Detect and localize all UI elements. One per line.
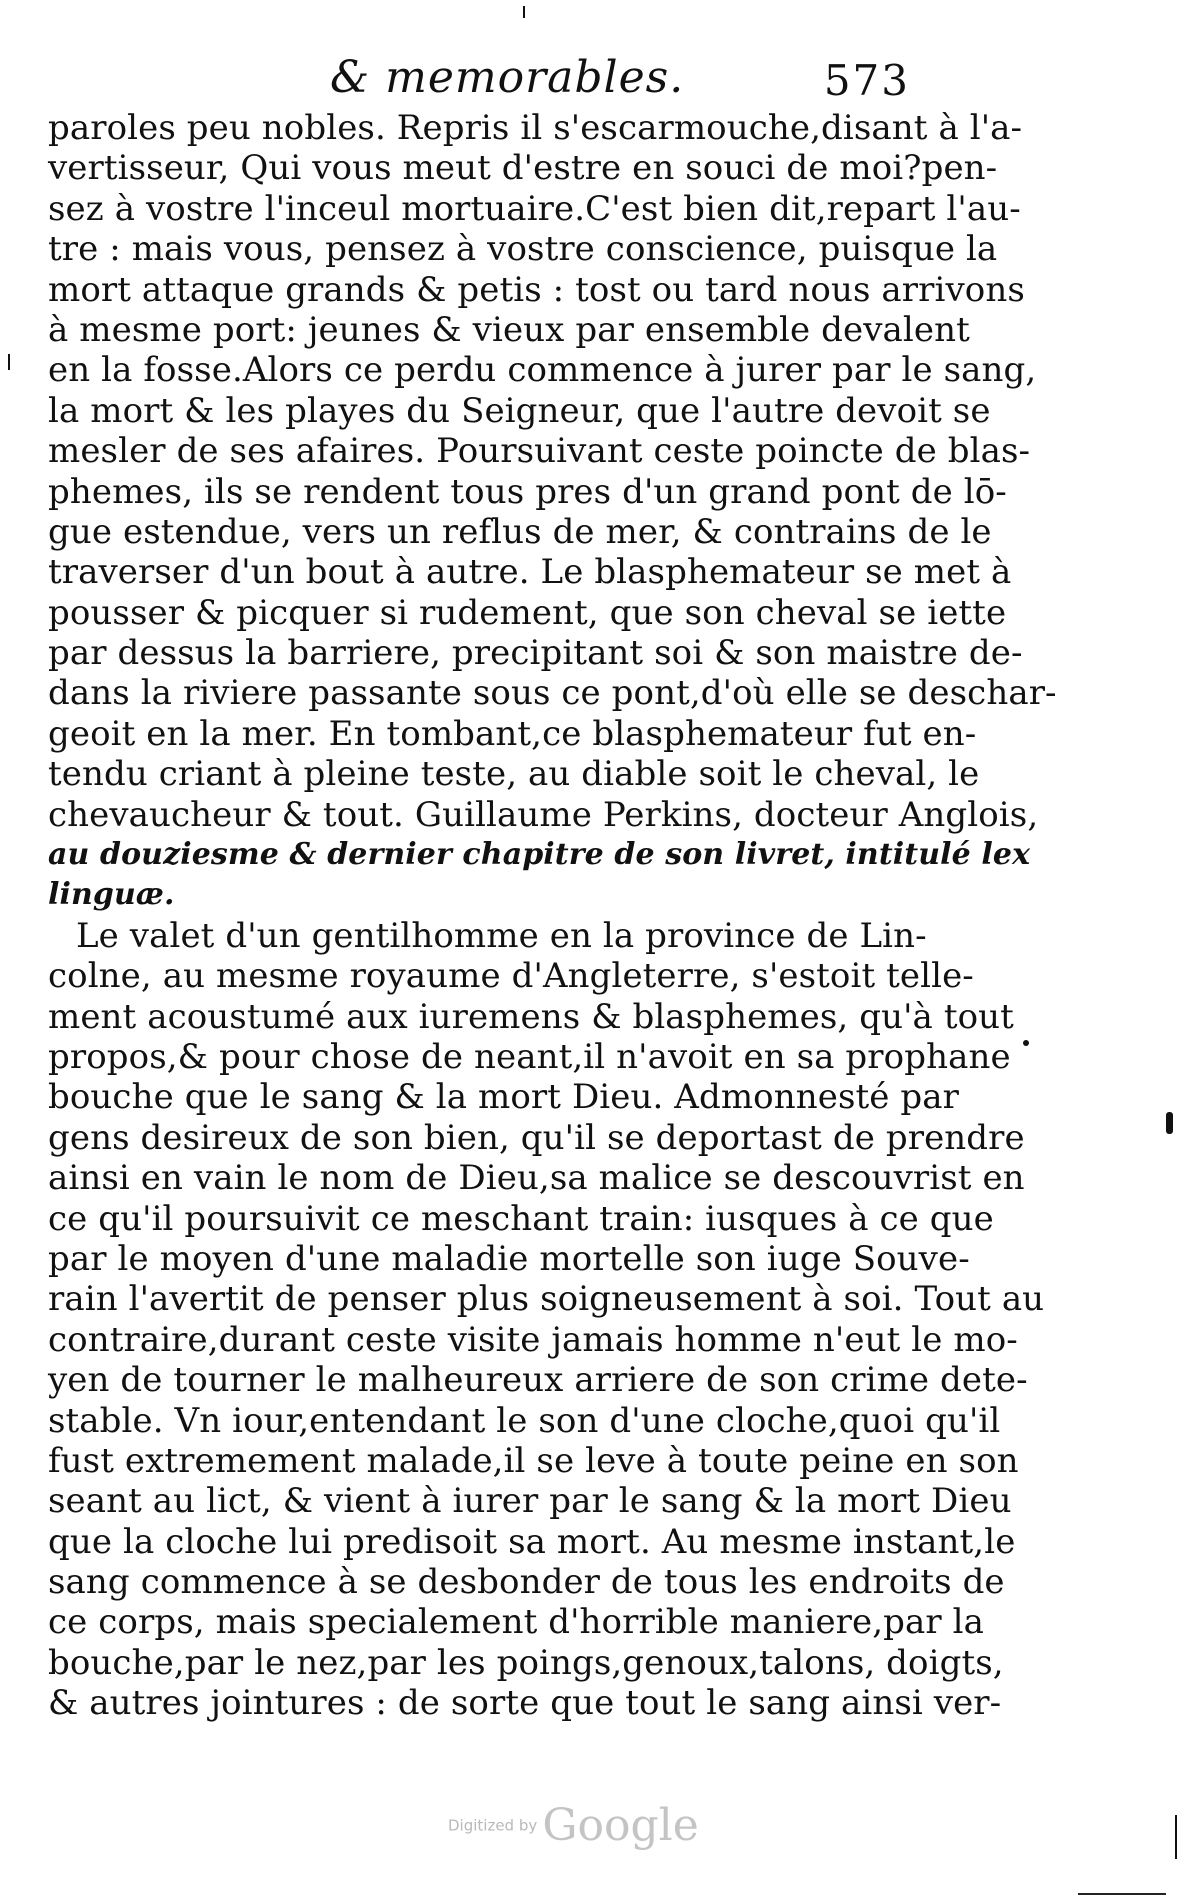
- running-head: & memorables.: [330, 52, 685, 103]
- scan-speck-edge: [1175, 1815, 1177, 1859]
- text-line: paroles peu nobles. Repris il s'escarmouche,disant à l'a-: [48, 108, 1023, 148]
- scan-speck-dot: [1023, 1040, 1029, 1046]
- body-text: [48, 108, 1057, 1724]
- text-line: ainsi en vain le nom de Dieu,sa malice se descouvrist en: [48, 1158, 1025, 1199]
- watermark-logo: Google: [542, 1800, 699, 1851]
- text-line: vertisseur, Qui vous meut d'estre en souci de moi?pen-: [48, 148, 998, 189]
- text-line: en la fosse.Alors ce perdu commence à jurer par le sang,: [48, 350, 1037, 391]
- text-line: seant au lict, & vient à iurer par le sang & la mort Dieu: [48, 1481, 1012, 1522]
- text-line: par dessus la barriere, precipitant soi & son maistre de-: [48, 633, 1023, 674]
- text-line: yen de tourner le malheureux arriere de son crime dete-: [48, 1360, 1028, 1401]
- text-line: pousser & picquer si rudement, que son cheval se iette: [48, 592, 1007, 633]
- text-line: par le moyen d'une maladie mortelle son iuge Souve-: [48, 1238, 970, 1279]
- text-line: sang commence à se desbonder de tous les endroits de: [48, 1562, 1005, 1603]
- text-line: tre : mais vous, pensez à vostre conscience, puisque la: [48, 229, 998, 270]
- text-line: & autres jointures : de sorte que tout le sang ainsi ver-: [48, 1683, 1002, 1724]
- watermark-prefix: Digitized by: [448, 1816, 538, 1835]
- text-line: mesler de ses afaires. Poursuivant ceste poincte de blas-: [48, 431, 1031, 472]
- paragraph-start-line: Le valet d'un gentilhomme en la province de Lin-: [76, 915, 927, 956]
- text-line: propos,& pour chose de neant,il n'avoit en sa prophane: [48, 1036, 1011, 1077]
- text-line: stable. Vn iour,entendant le son d'une cloche,quoi qu'il: [48, 1400, 1001, 1441]
- text-line: colne, au mesme royaume d'Angleterre, s'estoit telle-: [48, 956, 974, 997]
- text-line: geoit en la mer. En tombant,ce blasphemateur fut en-: [48, 713, 977, 754]
- text-line: gue estendue, vers un reflus de mer, & contrains de le: [48, 511, 992, 552]
- citation-line: au douziesme & dernier chapitre de son livret, intitulé lex: [48, 837, 1031, 873]
- text-line: sez à vostre l'inceul mortuaire.C'est bien dit,repart l'au-: [48, 188, 1021, 229]
- text-line: dans la riviere passante sous ce pont,d'où elle se deschar-: [48, 673, 1057, 714]
- scan-speck-top: [523, 6, 525, 18]
- page-number: 573: [823, 56, 910, 105]
- text-line: ce qu'il poursuivit ce meschant train: iusques à ce que: [48, 1198, 994, 1239]
- digitization-watermark: [448, 1800, 699, 1851]
- text-line: fust extremement malade,il se leve à toute peine en son: [48, 1440, 1019, 1481]
- text-line: gens desireux de son bien, qu'il se deportast de prendre: [48, 1117, 1025, 1158]
- text-line: la mort & les playes du Seigneur, que l'autre devoit se: [48, 390, 991, 431]
- bottom-rule: [1078, 1893, 1166, 1895]
- citation-line: linguæ.: [48, 877, 175, 913]
- text-line: traverser d'un bout à autre. Le blasphemateur se met à: [48, 552, 1012, 593]
- text-line: bouche,par le nez,par les poings,genoux,talons, doigts,: [48, 1642, 1004, 1683]
- scan-speck-right: [1166, 1112, 1173, 1134]
- text-line: rain l'avertit de penser plus soigneusement à soi. Tout au: [48, 1279, 1045, 1320]
- text-line: tendu criant à pleine teste, au diable soit le cheval, le: [48, 754, 980, 795]
- text-line: ment acoustumé aux iuremens & blasphemes, qu'à tout: [48, 996, 1014, 1037]
- text-line: que la cloche lui predisoit sa mort. Au mesme instant,le: [48, 1521, 1016, 1562]
- scan-speck-left: [8, 354, 10, 370]
- text-line: ce corps, mais specialement d'horrible maniere,par la: [48, 1602, 984, 1643]
- text-line: phemes, ils se rendent tous pres d'un grand pont de lō-: [48, 471, 1007, 512]
- text-line: contraire,durant ceste visite jamais homme n'eut le mo-: [48, 1319, 1018, 1360]
- text-line: bouche que le sang & la mort Dieu. Admonnesté par: [48, 1077, 959, 1118]
- text-line: mort attaque grands & petis : tost ou tard nous arrivons: [48, 269, 1025, 310]
- text-line: chevaucheur & tout. Guillaume Perkins, docteur Anglois,: [48, 794, 1039, 835]
- text-line: à mesme port: jeunes & vieux par ensemble devalent: [48, 309, 970, 350]
